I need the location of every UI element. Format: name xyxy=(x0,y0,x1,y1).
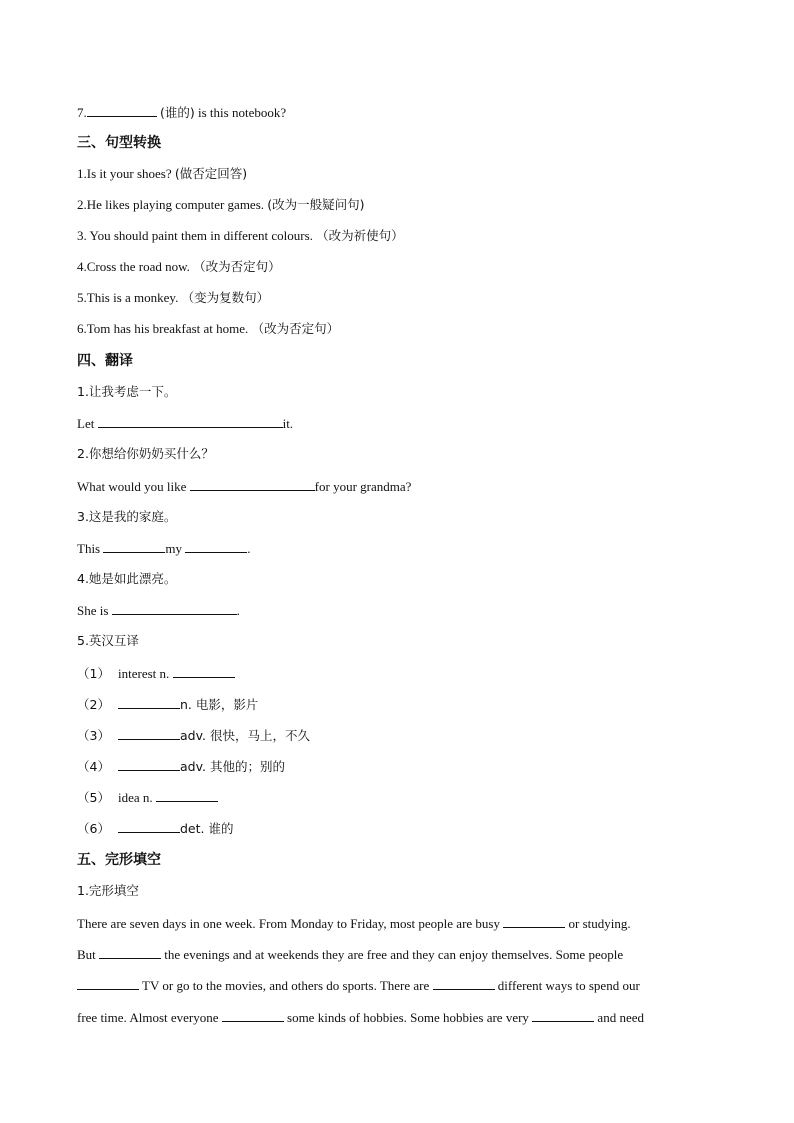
passage-text: TV or go to the movies, and others do sports. There are xyxy=(139,978,433,993)
answer-text: What would you like xyxy=(77,479,190,494)
section-5-heading: 五、完形填空 xyxy=(77,852,161,868)
answer-blank[interactable] xyxy=(532,1008,594,1022)
q7-text: is this notebook? xyxy=(194,105,287,120)
item-text: adv. 很快，马上，不久 xyxy=(180,728,310,743)
item-number: （4） xyxy=(77,759,110,774)
passage-text: There are seven days in one week. From Monday to Friday, most people are busy xyxy=(77,916,504,931)
s4-q3-answer xyxy=(77,539,251,558)
answer-blank[interactable] xyxy=(185,539,247,553)
item-number: （6） xyxy=(77,821,110,836)
section-4-heading: 四、翻译 xyxy=(77,353,133,369)
answer-text: . xyxy=(236,603,240,618)
item-text: 1.Is it your shoes? xyxy=(77,166,175,181)
answer-blank[interactable] xyxy=(99,945,161,959)
passage-text: But xyxy=(77,947,100,962)
s4-q1-prompt: 1.让我考虑一下。 xyxy=(77,384,177,399)
cloze-line-2 xyxy=(77,945,705,963)
s5-subheading: 1.完形填空 xyxy=(77,883,139,898)
item-text: 6.Tom has his breakfast at home. xyxy=(77,321,252,336)
vocab-item-5 xyxy=(77,788,218,806)
passage-text: different ways to spend our xyxy=(494,978,640,993)
cloze-line-1 xyxy=(77,914,705,932)
s4-q1-answer xyxy=(77,414,293,433)
cloze-line-4 xyxy=(77,1008,705,1026)
item-text: 5.This is a monkey. xyxy=(77,290,182,305)
answer-blank[interactable] xyxy=(173,664,235,678)
item-number: （5） xyxy=(77,790,110,805)
q7-number: 7. xyxy=(77,105,87,120)
item-text: idea n. xyxy=(118,790,156,805)
answer-blank[interactable] xyxy=(87,103,157,117)
answer-blank[interactable] xyxy=(118,757,180,771)
item-instruction: （改为否定句） xyxy=(251,321,340,336)
item-text: n. 电影，影片 xyxy=(180,697,259,712)
answer-blank[interactable] xyxy=(112,601,237,615)
item-text: 2.He likes playing computer games. xyxy=(77,197,268,212)
item-text: 3. You should paint them in different colours. xyxy=(77,228,317,243)
answer-blank[interactable] xyxy=(503,914,565,928)
passage-text: some kinds of hobbies. Some hobbies are very xyxy=(283,1010,533,1025)
passage-text: the evenings and at weekends they are free and they can enjoy themselves. Some people xyxy=(161,947,624,962)
cloze-line-3 xyxy=(77,976,705,994)
answer-blank[interactable] xyxy=(77,976,139,990)
item-instruction: (做否定回答) xyxy=(174,166,248,181)
answer-blank[interactable] xyxy=(118,726,180,740)
answer-blank[interactable] xyxy=(156,788,218,802)
q7-hint: (谁的) xyxy=(160,105,195,120)
vocab-item-1 xyxy=(77,664,235,682)
s3-item-6 xyxy=(77,320,339,338)
vocab-item-4 xyxy=(77,757,285,775)
answer-blank[interactable] xyxy=(118,695,180,709)
s3-item-4 xyxy=(77,258,281,276)
item-number: （1） xyxy=(77,666,110,681)
s3-item-3 xyxy=(77,227,404,245)
s4-q2-prompt: 2.你想给你奶奶买什么？ xyxy=(77,446,214,461)
s4-q3-prompt: 3.这是我的家庭。 xyxy=(77,509,177,524)
answer-text: for your grandma? xyxy=(314,479,412,494)
item-instruction: （变为复数句） xyxy=(181,290,270,305)
item-text: det. 谁的 xyxy=(180,821,234,836)
s4-q5-prompt: 5.英汉互译 xyxy=(77,633,139,648)
passage-text: free time. Almost everyone xyxy=(77,1010,222,1025)
answer-text: it. xyxy=(282,416,294,431)
s4-q2-answer xyxy=(77,477,411,496)
s4-q4-prompt: 4.她是如此漂亮。 xyxy=(77,571,177,586)
s3-item-2 xyxy=(77,196,365,214)
answer-blank[interactable] xyxy=(190,477,315,491)
answer-blank[interactable] xyxy=(222,1008,284,1022)
passage-text: and need xyxy=(594,1010,644,1025)
answer-text: . xyxy=(247,541,251,556)
item-instruction: (改为一般疑问句) xyxy=(267,197,365,212)
s3-item-5 xyxy=(77,289,269,307)
vocab-item-3 xyxy=(77,726,310,744)
item-text: 4.Cross the road now. xyxy=(77,259,194,274)
answer-text: She is xyxy=(77,603,112,618)
question-7 xyxy=(77,103,286,122)
vocab-item-2 xyxy=(77,695,258,713)
answer-text: This xyxy=(77,541,104,556)
answer-blank[interactable] xyxy=(103,539,165,553)
passage-text: or studying. xyxy=(565,916,631,931)
vocab-item-6 xyxy=(77,819,233,837)
answer-blank[interactable] xyxy=(118,819,180,833)
s4-q4-answer xyxy=(77,601,240,620)
item-number: （3） xyxy=(77,728,110,743)
s3-item-1 xyxy=(77,165,247,183)
answer-text: Let xyxy=(77,416,98,431)
item-number: （2） xyxy=(77,697,110,712)
section-3-heading: 三、句型转换 xyxy=(77,135,161,151)
answer-blank[interactable] xyxy=(433,976,495,990)
item-text: interest n. xyxy=(118,666,173,681)
answer-blank[interactable] xyxy=(98,414,283,428)
answer-text: my xyxy=(165,541,186,556)
item-instruction: （改为祈使句） xyxy=(316,228,404,243)
item-text: adv. 其他的；别的 xyxy=(180,759,285,774)
item-instruction: （改为否定句） xyxy=(193,259,281,274)
